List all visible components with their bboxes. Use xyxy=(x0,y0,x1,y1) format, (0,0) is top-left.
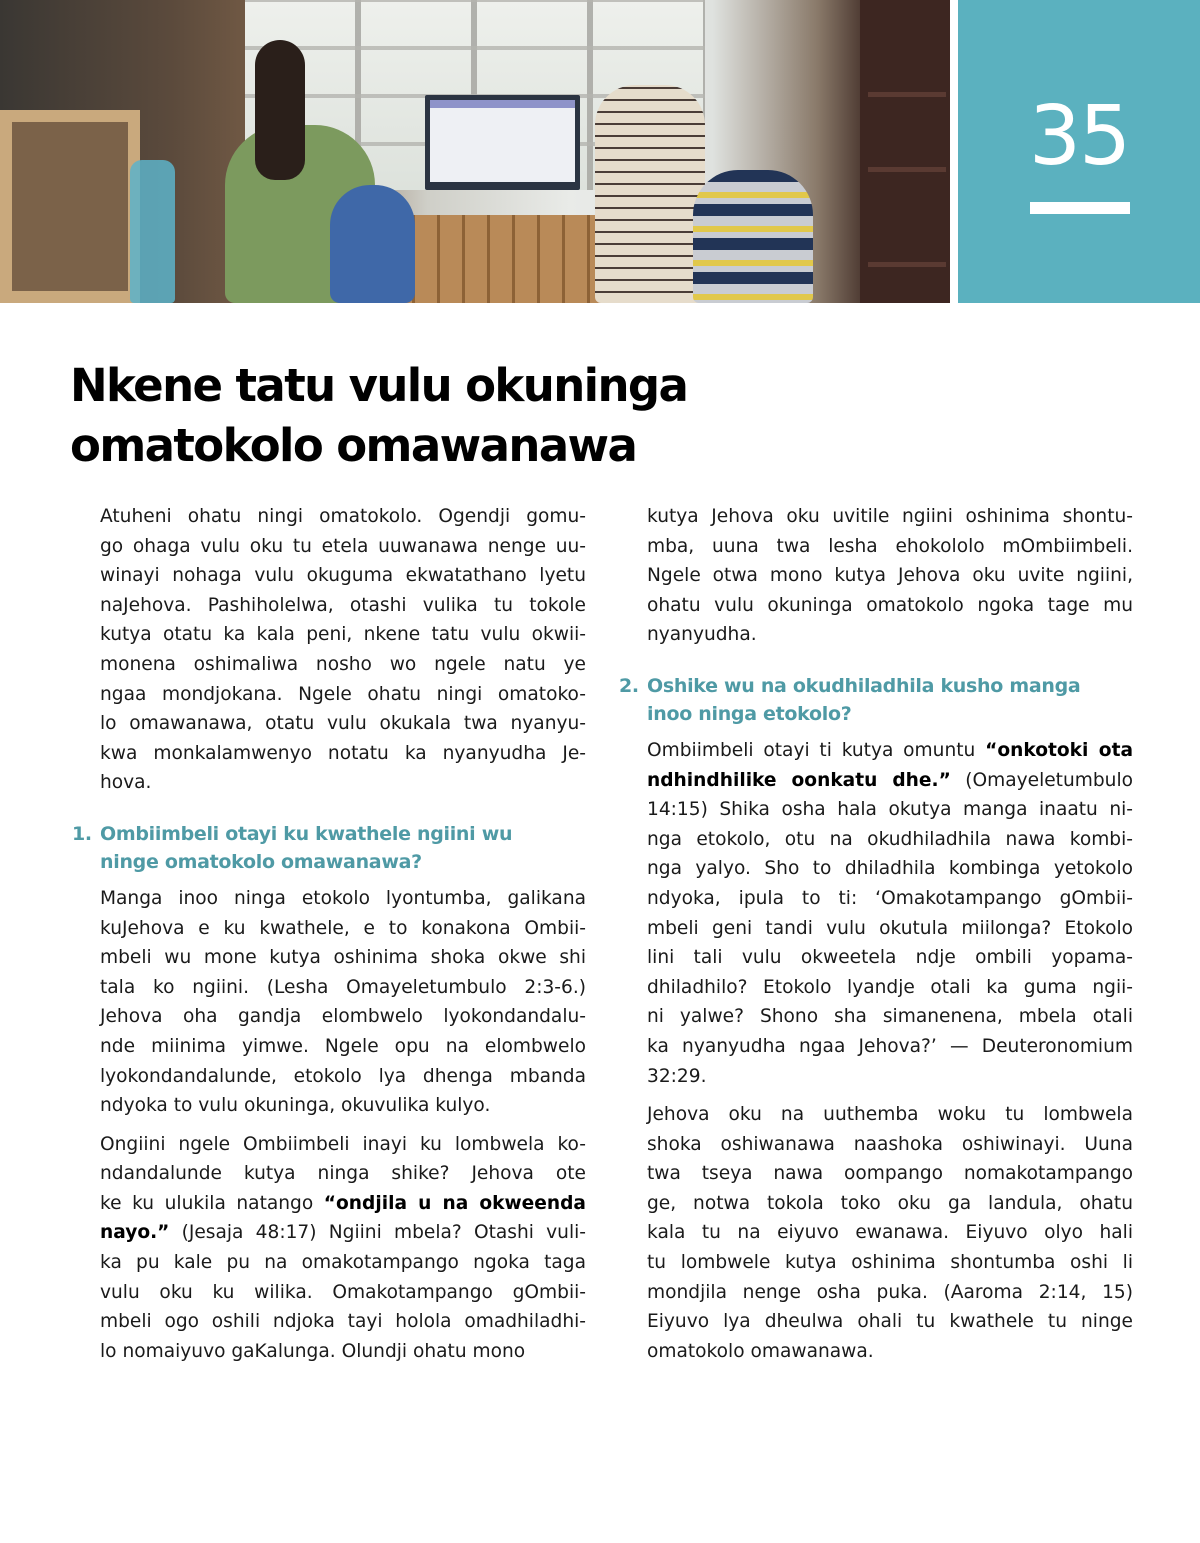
question-2-line-1: Oshike wu na okudhiladhila kusho manga xyxy=(647,674,1081,697)
text-line: nga etokolo, otu na okudhiladhila nawa kombi- xyxy=(647,828,1133,850)
text-segment: Ombiimbeli otayi ti kutya omuntu xyxy=(647,739,986,761)
text-line: kutya Jehova oku uvitile ngiini oshinima shontu- xyxy=(647,506,1133,527)
text-line: Jehova oha gandja elombwelo lyokondandalu- xyxy=(100,1006,586,1028)
question-2-line-2: inoo ninga etokolo? xyxy=(647,702,852,725)
text-line: kwa monkalamwenyo notatu ka nyanyudha Je- xyxy=(100,742,586,764)
header-photo xyxy=(0,0,950,303)
title-line-1: Nkene tatu vulu okuninga xyxy=(70,359,688,412)
question-1-line-1: Ombiimbeli otayi ku kwathele ngiini wu xyxy=(100,822,513,845)
text-line: Atuheni ohatu ningi omatokolo. Ogendji gomu- xyxy=(100,506,586,527)
text-line xyxy=(647,736,1133,766)
continued-paragraph xyxy=(647,502,1133,650)
text-line: shoka oshiwanawa naashoka oshiwinayi. Uuna xyxy=(647,1133,1133,1155)
text-line: mbeli geni tandi vulu okutula miilonga? Etokolo xyxy=(647,917,1133,939)
question-2-number: 2. xyxy=(619,674,639,697)
q1-paragraph-2 xyxy=(100,1130,586,1367)
intro-paragraph xyxy=(100,502,586,798)
bold-quote: “onkotoki ota xyxy=(985,739,1134,761)
text-line: Ngele otwa mono kutya Jehova oku uvite ngiini, xyxy=(647,565,1133,587)
text-line: lyokondandalunde, etokolo lya dhenga mbanda xyxy=(100,1065,586,1087)
title-line-2: omatokolo omawanawa xyxy=(70,419,637,472)
bold-quote: nayo.” xyxy=(100,1222,170,1244)
bookshelf xyxy=(860,0,950,303)
text-segment: ke ku ulukila natango xyxy=(100,1192,324,1214)
question-1 xyxy=(70,820,586,876)
question-2 xyxy=(617,672,1133,728)
computer-screen xyxy=(430,100,575,182)
text-line: nga yalyo. Sho to dhiladhila kombinga yetokolo xyxy=(647,858,1133,880)
text-line: vulu oku ku wilika. Omakotampango gOmbii- xyxy=(100,1281,586,1303)
text-line xyxy=(100,1218,586,1248)
text-line: monena oshimaliwa nosho wo ngele natu ye xyxy=(100,653,586,675)
text-line: tala ko ngiini. (Lesha Omayeletumbulo 2:3-6.) xyxy=(100,976,586,998)
text-line: mba, uuna twa lesha ehokololo mOmbiimbeli. xyxy=(647,535,1133,557)
text-line: ka pu kale pu na omakotampango ngoka taga xyxy=(100,1252,586,1274)
text-line: dhiladhilo? Etokolo lyandje otali ka guma ngii- xyxy=(647,976,1133,998)
text-line: lo nomaiyuvo gaKalunga. Olundji ohatu mono xyxy=(100,1340,526,1362)
chapter-number: 35 xyxy=(1028,89,1130,184)
text-line: mondjila nenge osha puka. (Aaroma 2:14, 15) xyxy=(647,1281,1133,1303)
text-line: twa tseya nawa oompango nomakotampango xyxy=(647,1163,1133,1185)
q1-paragraph-1 xyxy=(100,884,586,1121)
bold-quote: “ondjila u na okweenda xyxy=(323,1192,586,1214)
text-line: tu lombwele kutya oshinima shontumba oshi li xyxy=(647,1252,1133,1274)
text-line: ohatu vulu okuninga omatokolo ngoka tage mu xyxy=(647,594,1133,616)
text-line: omatokolo omawanawa. xyxy=(647,1340,874,1362)
text-line: ge, notwa tokola toko oku ga landula, ohatu xyxy=(647,1192,1133,1214)
text-line: mbeli ogo oshili ndjoka tayi holola omadhiladhi- xyxy=(100,1311,586,1333)
text-line: ngaa mondjokana. Ngele ohatu ningi omatoko- xyxy=(100,683,586,705)
text-line: ndyoka, ipula to ti: ‘Omakotampango gOmbii- xyxy=(647,887,1133,909)
text-line: Eiyuvo lya dheulwa ohali tu kwathele tu ninge xyxy=(647,1311,1133,1333)
text-line: naJehova. Pashiholelwa, otashi vulika tu tokole xyxy=(100,594,586,616)
water-bottle xyxy=(130,160,175,303)
text-line: mbeli wu mone kutya oshinima shoka okwe shi xyxy=(100,947,586,969)
text-line: 32:29. xyxy=(647,1065,707,1087)
text-line: Jehova oku na uuthemba woku tu lombwela xyxy=(647,1104,1133,1126)
bold-quote: ndhindhilike oonkatu dhe.” xyxy=(647,769,951,791)
text-line: Manga inoo ninga etokolo lyontumba, galikana xyxy=(100,887,586,909)
q2-paragraph-1 xyxy=(647,736,1133,1091)
text-line: lini tali vulu okweetela ndje ombili yopama- xyxy=(647,947,1133,969)
man-figure xyxy=(595,85,705,303)
text-line: kuJehova e ku kwathele, e to konakona Ombii- xyxy=(100,917,586,939)
text-line: nde miinima yimwe. Ngele opu na elombwelo xyxy=(100,1035,586,1057)
text-line: hova. xyxy=(100,772,152,794)
text-line xyxy=(647,766,1133,796)
text-line: ni yalwe? Shono sha simanenena, mbela otali xyxy=(647,1006,1133,1028)
right-column xyxy=(617,502,1133,1375)
chapter-badge xyxy=(958,0,1200,303)
text-line: ndyoka to vulu okuninga, okuvulika kulyo. xyxy=(100,1095,491,1117)
q2-paragraph-2 xyxy=(647,1100,1133,1366)
woman-hair xyxy=(255,40,305,180)
text-line: kala tu na eiyuvo ewanawa. Eiyuvo olyo hali xyxy=(647,1222,1133,1244)
picture-frame xyxy=(0,110,140,303)
text-line: ndandalunde kutya ninga shike? Jehova ote xyxy=(100,1163,586,1185)
text-line: Ongiini ngele Ombiimbeli inayi ku lombwela ko- xyxy=(100,1133,586,1155)
text-line: 14:15) Shika osha hala okutya manga inaatu ni- xyxy=(647,799,1133,821)
baby-figure xyxy=(330,185,415,303)
page-title xyxy=(70,356,910,476)
text-line: lo omawanawa, otatu vulu okukala twa nyanyu- xyxy=(100,713,586,735)
text-line: nyanyudha. xyxy=(647,624,757,646)
left-column xyxy=(70,502,586,1375)
text-segment: (Jesaja 48:17) Ngiini mbela? Otashi vuli- xyxy=(169,1222,586,1244)
text-line: winayi nohaga vulu okuguma ekwatathano lyetu xyxy=(100,565,586,587)
text-line: ka nyanyudha ngaa Jehova?’ — Deuteronomium xyxy=(647,1035,1133,1057)
question-1-line-2: ninge omatokolo omawanawa? xyxy=(100,850,422,873)
text-line: kutya otatu ka kala peni, nkene tatu vulu okwii- xyxy=(100,624,586,646)
text-line xyxy=(100,1189,586,1219)
chapter-underline xyxy=(1030,202,1130,214)
text-line: go ohaga vulu oku tu etela uuwanawa nenge uu- xyxy=(100,535,586,557)
text-segment: (Omayeletumbulo xyxy=(950,769,1133,791)
boy-figure xyxy=(693,170,813,303)
question-1-number: 1. xyxy=(72,822,92,845)
